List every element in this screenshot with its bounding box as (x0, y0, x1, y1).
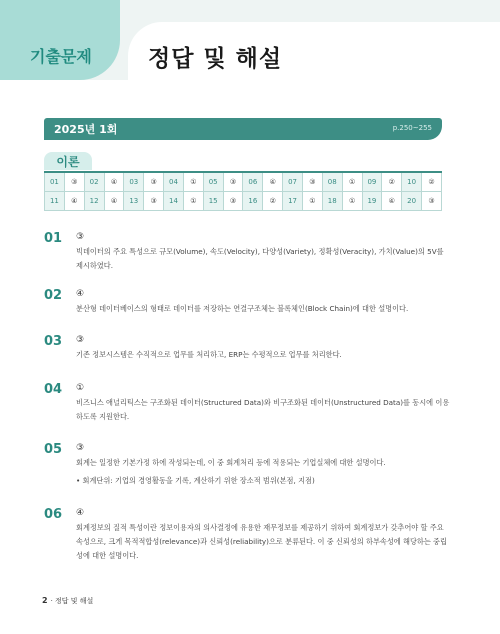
explanation-text (76, 348, 476, 362)
question-number: 20 (402, 192, 422, 211)
answer-table (44, 171, 442, 211)
page-title: 정답 및 해설 (148, 46, 283, 72)
answer-cell: ① (302, 192, 322, 211)
page-footer (42, 596, 93, 606)
explanation-line: 하도록 지원한다. (76, 412, 130, 421)
question-number: 18 (322, 192, 342, 211)
explanation-text (76, 456, 476, 488)
answer-row (45, 172, 442, 192)
answer-cell: ③ (422, 192, 442, 211)
question-number: 05 (203, 172, 223, 192)
answer-cell: ② (263, 192, 283, 211)
question-answer: ④ (76, 508, 85, 518)
explanation-text (76, 245, 476, 273)
question-number: 16 (243, 192, 263, 211)
exam-title: 2025년 1회 (54, 123, 118, 136)
answer-cell: ③ (144, 172, 164, 192)
explanation-line: 회계정보의 질적 특성이란 정보이용자의 의사결정에 유용한 재무정보를 제공하기 위하여 회계정보가 갖추어야 할 주요 (76, 523, 444, 532)
answer-cell: ③ (64, 172, 84, 192)
theory-tab (44, 152, 92, 170)
footer-label: · 정답 및 해설 (50, 597, 94, 605)
question-number: 19 (362, 192, 382, 211)
question-number-label: 05 (44, 442, 63, 457)
explanation-bullet: • 회계단위: 기업의 경영활동을 기록, 계산하기 위한 장소적 범위(본점, 지점) (76, 476, 315, 485)
answer-cell: ③ (223, 172, 243, 192)
answer-cell: ② (422, 172, 442, 192)
question-answer: ③ (76, 232, 85, 242)
explanation-line: 기존 정보시스템은 수직적으로 업무를 처리하고, ERP는 수평적으로 업무를 처리한다. (76, 350, 342, 359)
explanation-line: 비즈니스 애널리틱스는 구조화된 데이터(Structured Data)와 비구조화된 데이터(Unstructured Data)를 동시에 이용 (76, 398, 450, 407)
section-label: 기출문제 (30, 47, 92, 66)
exam-pages: p.250~255 (392, 124, 432, 132)
explanation-line: 속성으로, 크게 목적적합성(relevance)과 신뢰성(reliability)으로 분류된다. 이 중 신뢰성의 하부속성에 해당하는 중립 (76, 537, 447, 546)
question-number: 13 (124, 192, 144, 211)
answer-cell: ④ (382, 192, 402, 211)
question-number: 03 (124, 172, 144, 192)
answer-cell: ③ (144, 192, 164, 211)
question-number: 17 (283, 192, 303, 211)
explanation-line: 회계는 일정한 기본가정 하에 작성되는데, 이 중 회계처리 등에 적용되는 기업실체에 대한 설명이다. (76, 458, 386, 467)
answer-row (45, 192, 442, 211)
answer-cell: ④ (104, 172, 124, 192)
question-answer: ① (76, 383, 85, 393)
question-answer: ④ (76, 289, 85, 299)
question-number-label: 06 (44, 507, 63, 522)
answer-cell: ④ (104, 192, 124, 211)
answer-cell: ① (342, 172, 362, 192)
explanation-line: 제시하였다. (76, 261, 114, 270)
question-number: 07 (283, 172, 303, 192)
answer-cell: ① (342, 192, 362, 211)
question-number: 08 (322, 172, 342, 192)
question-number: 04 (164, 172, 184, 192)
question-number-label: 03 (44, 334, 63, 349)
explanation-text (76, 302, 476, 316)
theory-label: 이론 (56, 155, 80, 169)
question-number: 02 (84, 172, 104, 192)
question-number-label: 02 (44, 288, 63, 303)
exam-bar (44, 118, 442, 140)
answer-cell: ④ (64, 192, 84, 211)
question-number: 12 (84, 192, 104, 211)
page-number: 2 (42, 596, 48, 605)
answer-cell: ③ (223, 192, 243, 211)
explanation-line: 성에 대한 설명이다. (76, 551, 139, 560)
answer-cell: ① (183, 172, 203, 192)
header-section-tab (0, 0, 120, 80)
explanation-text (76, 521, 476, 563)
question-number: 15 (203, 192, 223, 211)
question-number: 06 (243, 172, 263, 192)
question-number: 10 (402, 172, 422, 192)
question-answer: ③ (76, 335, 85, 345)
answer-cell: ① (183, 192, 203, 211)
question-number-label: 04 (44, 382, 63, 397)
explanation-line: 분산형 데이터베이스의 형태로 데이터를 저장하는 연결구조체는 블록체인(Block Chain)에 대한 설명이다. (76, 304, 409, 313)
explanation-line: 빅데이터의 주요 특성으로 규모(Volume), 속도(Velocity), 다양성(Variety), 정확성(Veracity), 가치(Value)의 5V를 (76, 247, 444, 256)
answer-cell: ③ (302, 172, 322, 192)
question-number: 09 (362, 172, 382, 192)
question-number: 14 (164, 192, 184, 211)
question-number: 01 (45, 172, 65, 192)
explanation-text (76, 396, 476, 424)
answer-cell: ② (382, 172, 402, 192)
question-number-label: 01 (44, 231, 63, 246)
answer-cell: ④ (263, 172, 283, 192)
question-number: 11 (45, 192, 65, 211)
question-answer: ③ (76, 443, 85, 453)
